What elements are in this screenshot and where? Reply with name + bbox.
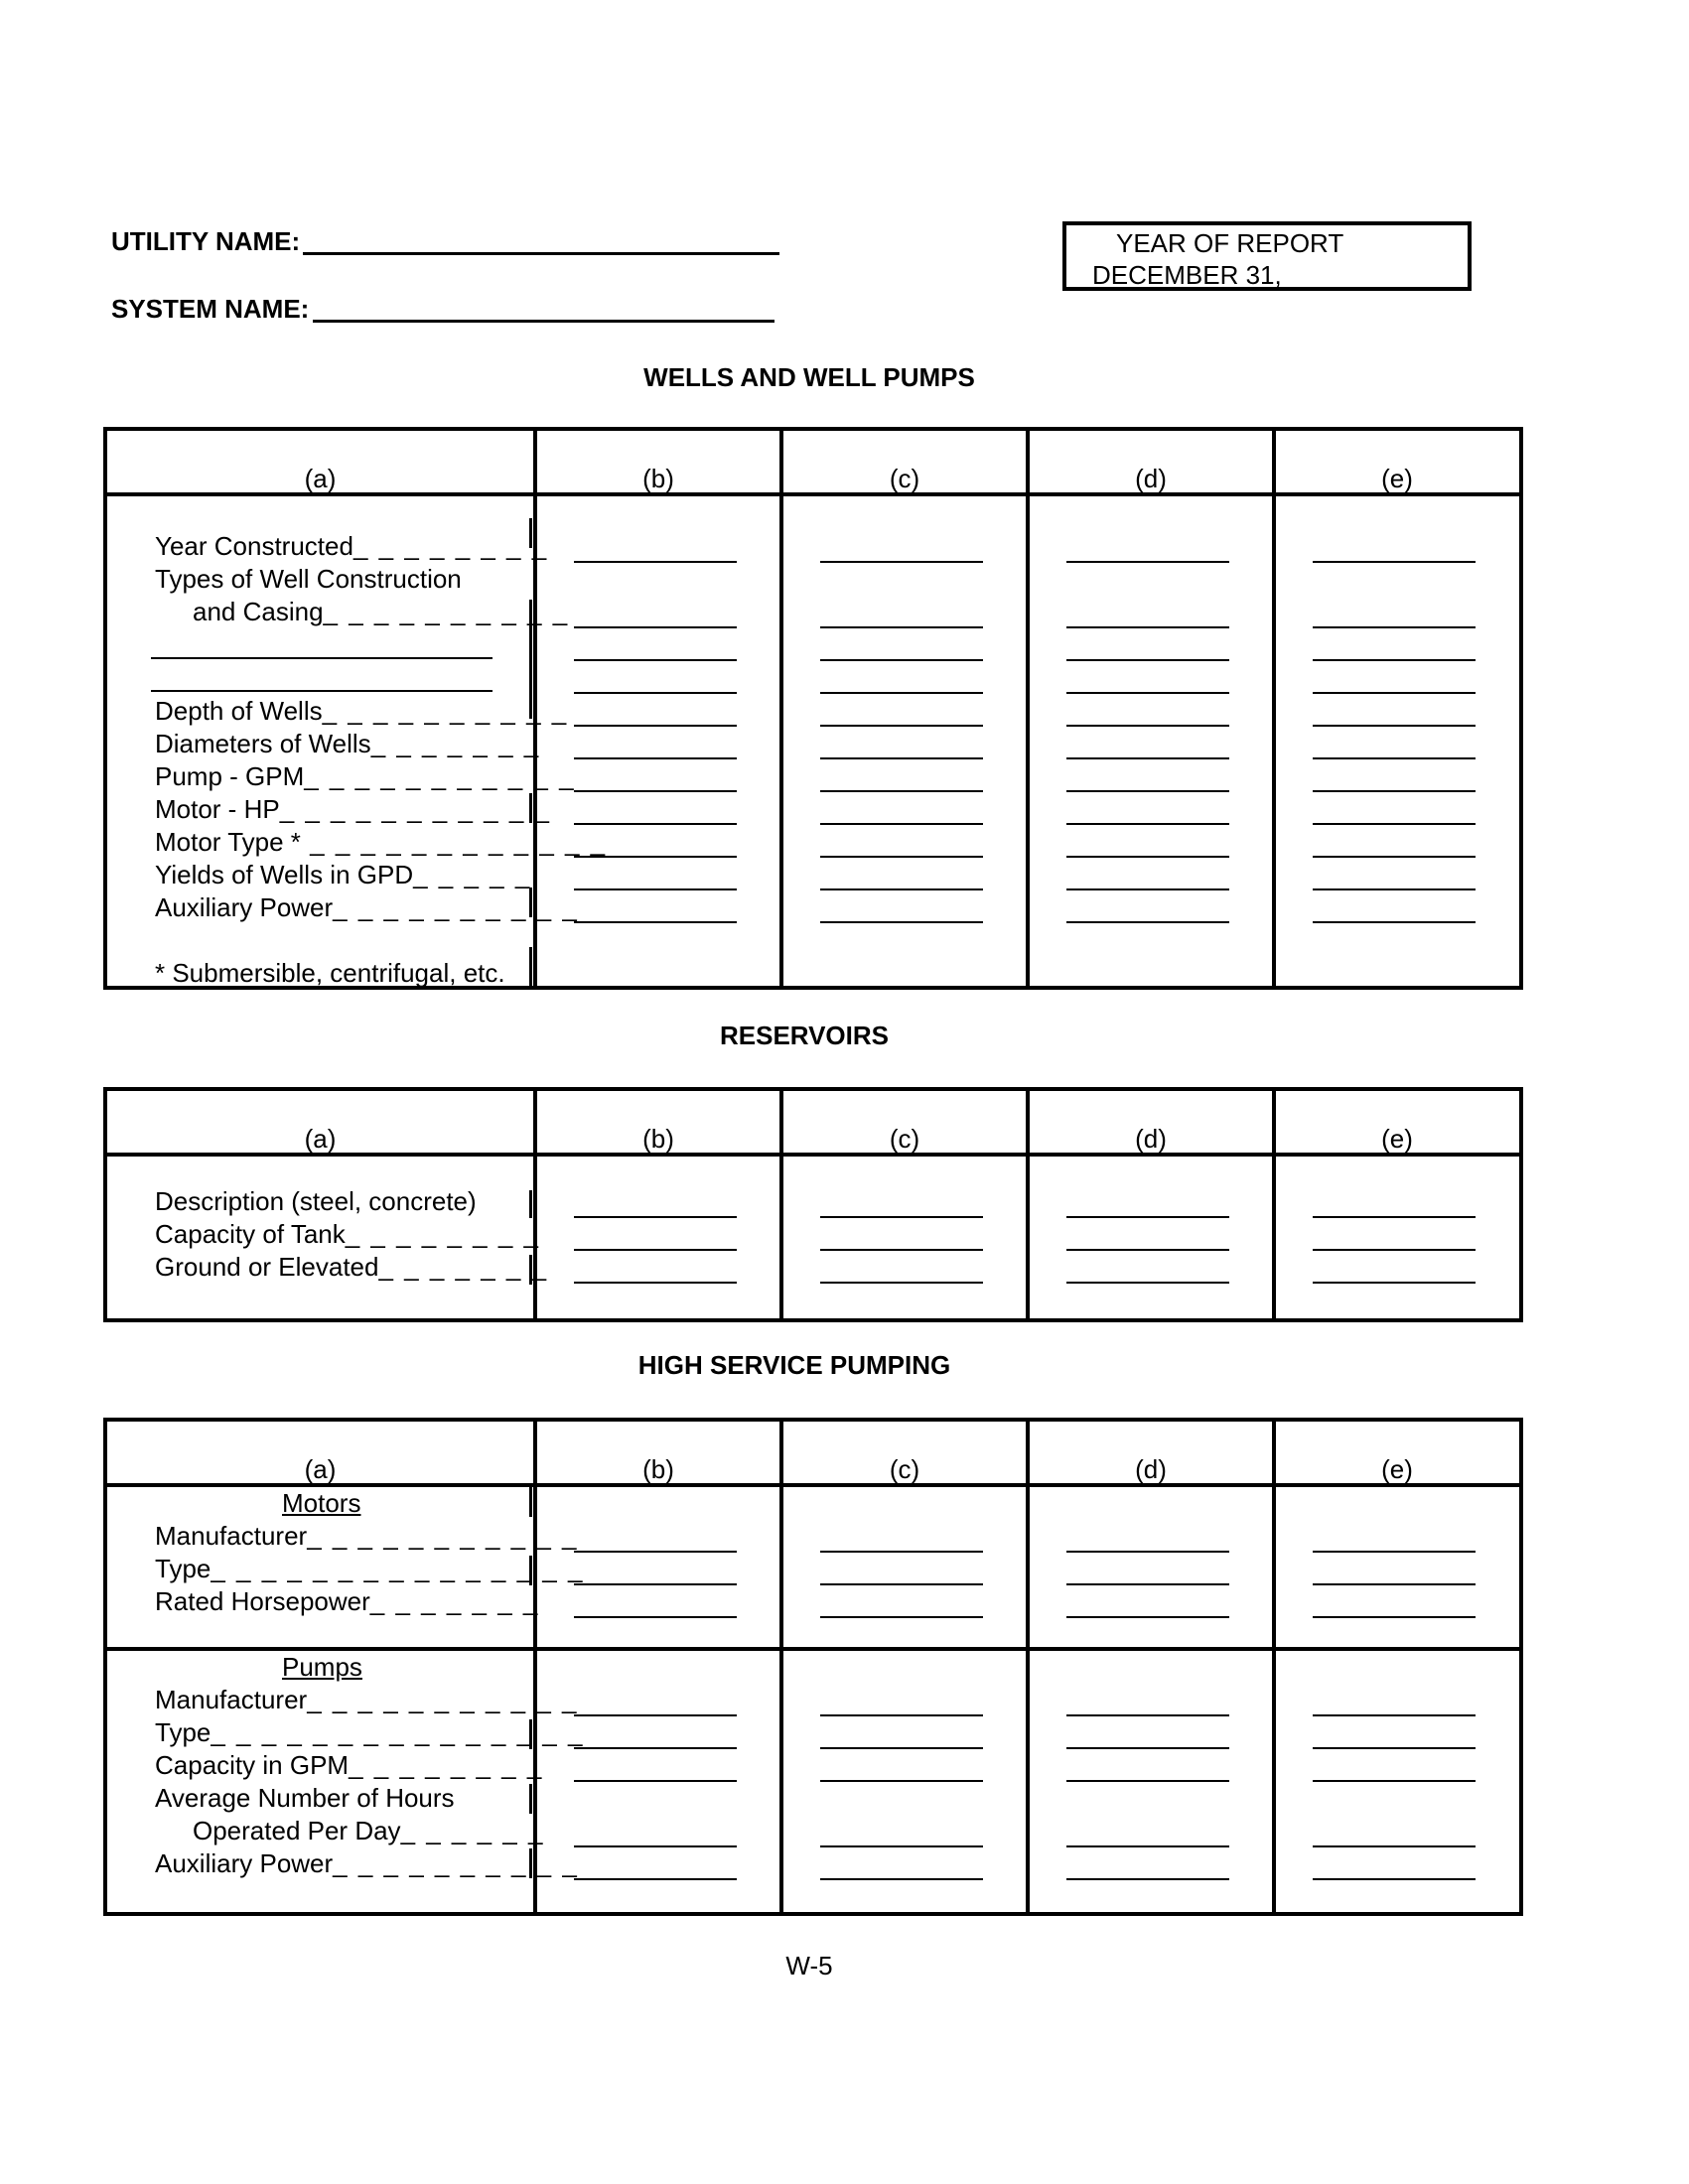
blank-field[interactable]: [1066, 1845, 1229, 1847]
col-header-c: (c): [889, 464, 920, 493]
row-label: and Casing_ _ _ _ _ _ _ _ _ _: [193, 597, 570, 626]
row-label: Average Number of Hours: [155, 1783, 455, 1813]
row-label: Depth of Wells_ _ _ _ _ _ _ _ _ _: [155, 696, 569, 726]
blank-field[interactable]: [1313, 1878, 1476, 1880]
row-label: Motor - HP_ _ _ _ _ _ _ _ _ _ _: [155, 794, 551, 824]
pumping-table: [103, 1418, 1523, 1916]
blank-field[interactable]: [1313, 1282, 1476, 1284]
col-header-b: (b): [642, 464, 674, 493]
blank-field[interactable]: [820, 1616, 983, 1618]
row-label: Rated Horsepower_ _ _ _ _ _ _: [155, 1586, 540, 1616]
row-label: Year Constructed_ _ _ _ _ _ _ _: [155, 531, 549, 561]
row-label: Diameters of Wells_ _ _ _ _ _ _: [155, 729, 541, 758]
footnote: * Submersible, centrifugal, etc.: [155, 958, 505, 988]
blank-field[interactable]: [1066, 1282, 1229, 1284]
blank-field[interactable]: [574, 626, 737, 628]
blank-field[interactable]: [1313, 1583, 1476, 1585]
blank-field[interactable]: [574, 1249, 737, 1251]
col-header-a: (a): [304, 1454, 337, 1484]
blank-field[interactable]: [1313, 757, 1476, 759]
blank-field[interactable]: [1313, 1216, 1476, 1218]
blank-field[interactable]: [1313, 1780, 1476, 1782]
blank-field[interactable]: [574, 1282, 737, 1284]
col-header-b: (b): [642, 1454, 674, 1484]
blank-field[interactable]: [574, 561, 737, 563]
blank-field[interactable]: [1313, 1616, 1476, 1618]
blank-field[interactable]: [1066, 790, 1229, 792]
col-header-b: (b): [642, 1124, 674, 1154]
blank-field[interactable]: [820, 1249, 983, 1251]
blank-field[interactable]: [1313, 856, 1476, 858]
blank-field[interactable]: [820, 888, 983, 890]
row-label: Ground or Elevated_ _ _ _ _ _ _: [155, 1252, 549, 1282]
blank-field[interactable]: [1066, 1583, 1229, 1585]
year-of-report-label: YEAR OF REPORT: [1116, 228, 1344, 258]
blank-field[interactable]: [1313, 1845, 1476, 1847]
row-label: Capacity of Tank_ _ _ _ _ _ _ _: [155, 1219, 540, 1249]
row-label: Description (steel, concrete): [155, 1186, 477, 1216]
system-name-field[interactable]: [313, 320, 774, 323]
blank-field[interactable]: [1313, 725, 1476, 727]
blank-field[interactable]: [1066, 561, 1229, 563]
blank-field[interactable]: [820, 1747, 983, 1749]
col-header-a: (a): [304, 464, 337, 493]
blank-field[interactable]: [1313, 1551, 1476, 1553]
blank-field[interactable]: [574, 856, 737, 858]
utility-name-field[interactable]: [303, 252, 779, 255]
blank-field[interactable]: [1313, 1714, 1476, 1716]
blank-field[interactable]: [820, 1583, 983, 1585]
blank-field[interactable]: [1066, 856, 1229, 858]
blank-field[interactable]: [574, 692, 737, 694]
blank-field[interactable]: [574, 1616, 737, 1618]
blank-field[interactable]: [820, 856, 983, 858]
row-label: Capacity in GPM_ _ _ _ _ _ _ _: [155, 1750, 544, 1780]
blank-field[interactable]: [1066, 888, 1229, 890]
blank-field[interactable]: [574, 1216, 737, 1218]
blank-field[interactable]: [574, 1583, 737, 1585]
blank-field[interactable]: [1313, 659, 1476, 661]
page-number: W-5: [785, 1951, 833, 1980]
col-header-c: (c): [889, 1124, 920, 1154]
row-label: Type_ _ _ _ _ _ _ _ _ _ _ _ _ _ _: [155, 1554, 585, 1583]
blank-field[interactable]: [1066, 626, 1229, 628]
blank-field[interactable]: [820, 1282, 983, 1284]
blank-field[interactable]: [1066, 1714, 1229, 1716]
blank-field[interactable]: [1313, 823, 1476, 825]
wells-table: [103, 427, 1523, 990]
blank-field[interactable]: [574, 1878, 737, 1880]
blank-field[interactable]: [1066, 1616, 1229, 1618]
blank-field[interactable]: [820, 1551, 983, 1553]
row-label: Manufacturer_ _ _ _ _ _ _ _ _ _ _: [155, 1521, 579, 1551]
col-header-c: (c): [889, 1454, 920, 1484]
blank-field[interactable]: [1066, 1551, 1229, 1553]
row-label: Auxiliary Power_ _ _ _ _ _ _ _ _ _: [155, 892, 579, 922]
blank-field[interactable]: [1313, 626, 1476, 628]
year-of-report-box: [1062, 221, 1472, 291]
blank-field[interactable]: [574, 659, 737, 661]
row-label: Pump - GPM_ _ _ _ _ _ _ _ _ _ _: [155, 761, 576, 791]
system-name-label: SYSTEM NAME:: [111, 294, 310, 324]
col-header-e: (e): [1381, 464, 1413, 493]
col-header-d: (d): [1135, 1124, 1167, 1154]
blank-field[interactable]: [1313, 561, 1476, 563]
blank-field[interactable]: [820, 1714, 983, 1716]
blank-field[interactable]: [574, 1780, 737, 1782]
blank-field[interactable]: [1066, 725, 1229, 727]
blank-field[interactable]: [820, 1216, 983, 1218]
blank-line[interactable]: [151, 657, 493, 659]
blank-field[interactable]: [820, 1845, 983, 1847]
blank-field[interactable]: [1066, 1249, 1229, 1251]
blank-field[interactable]: [574, 921, 737, 923]
row-label: Yields of Wells in GPD_ _ _ _ _: [155, 860, 532, 889]
blank-field[interactable]: [1066, 1216, 1229, 1218]
blank-field[interactable]: [820, 921, 983, 923]
row-label: Type_ _ _ _ _ _ _ _ _ _ _ _ _ _ _: [155, 1717, 585, 1747]
december-31-label: DECEMBER 31,: [1092, 260, 1282, 290]
blank-field[interactable]: [574, 725, 737, 727]
blank-field[interactable]: [1313, 692, 1476, 694]
blank-field[interactable]: [1066, 1780, 1229, 1782]
blank-field[interactable]: [1313, 1249, 1476, 1251]
blank-field[interactable]: [1066, 1878, 1229, 1880]
blank-field[interactable]: [574, 757, 737, 759]
blank-field[interactable]: [820, 692, 983, 694]
blank-field[interactable]: [574, 823, 737, 825]
blank-field[interactable]: [1313, 790, 1476, 792]
blank-field[interactable]: [574, 1747, 737, 1749]
reservoirs-section-title: RESERVOIRS: [719, 1021, 889, 1050]
col-header-a: (a): [304, 1124, 337, 1154]
row-label: Manufacturer_ _ _ _ _ _ _ _ _ _ _: [155, 1685, 579, 1714]
blank-field[interactable]: [820, 626, 983, 628]
col-header-e: (e): [1381, 1454, 1413, 1484]
row-label: Auxiliary Power_ _ _ _ _ _ _ _ _ _: [155, 1848, 579, 1878]
row-label: Motor Type * _ _ _ _ _ _ _ _ _ _ _ _: [155, 827, 608, 857]
blank-field[interactable]: [574, 1845, 737, 1847]
pumps-heading: Pumps: [282, 1652, 362, 1682]
blank-field[interactable]: [820, 561, 983, 563]
blank-field[interactable]: [1066, 823, 1229, 825]
utility-name-label: UTILITY NAME:: [111, 226, 301, 256]
blank-field[interactable]: [1313, 888, 1476, 890]
blank-field[interactable]: [820, 790, 983, 792]
wells-section-title: WELLS AND WELL PUMPS: [643, 362, 975, 392]
col-header-d: (d): [1135, 464, 1167, 493]
blank-field[interactable]: [574, 888, 737, 890]
blank-field[interactable]: [820, 823, 983, 825]
blank-field[interactable]: [820, 757, 983, 759]
blank-field[interactable]: [574, 1551, 737, 1553]
blank-field[interactable]: [1066, 692, 1229, 694]
blank-field[interactable]: [820, 659, 983, 661]
blank-field[interactable]: [1066, 659, 1229, 661]
blank-field[interactable]: [820, 1780, 983, 1782]
row-label: Operated Per Day_ _ _ _ _ _: [193, 1816, 545, 1845]
col-header-e: (e): [1381, 1124, 1413, 1154]
row-label: Types of Well Construction: [155, 564, 462, 594]
blank-line[interactable]: [151, 690, 493, 692]
blank-field[interactable]: [1066, 1747, 1229, 1749]
blank-field[interactable]: [574, 1714, 737, 1716]
blank-field[interactable]: [1313, 1747, 1476, 1749]
blank-field[interactable]: [820, 725, 983, 727]
blank-field[interactable]: [820, 1878, 983, 1880]
blank-field[interactable]: [1066, 921, 1229, 923]
blank-field[interactable]: [574, 790, 737, 792]
motors-heading: Motors: [282, 1488, 361, 1518]
blank-field[interactable]: [1313, 921, 1476, 923]
reservoirs-table: [103, 1087, 1523, 1322]
col-header-d: (d): [1135, 1454, 1167, 1484]
blank-field[interactable]: [1066, 757, 1229, 759]
pumping-section-title: HIGH SERVICE PUMPING: [637, 1350, 951, 1380]
